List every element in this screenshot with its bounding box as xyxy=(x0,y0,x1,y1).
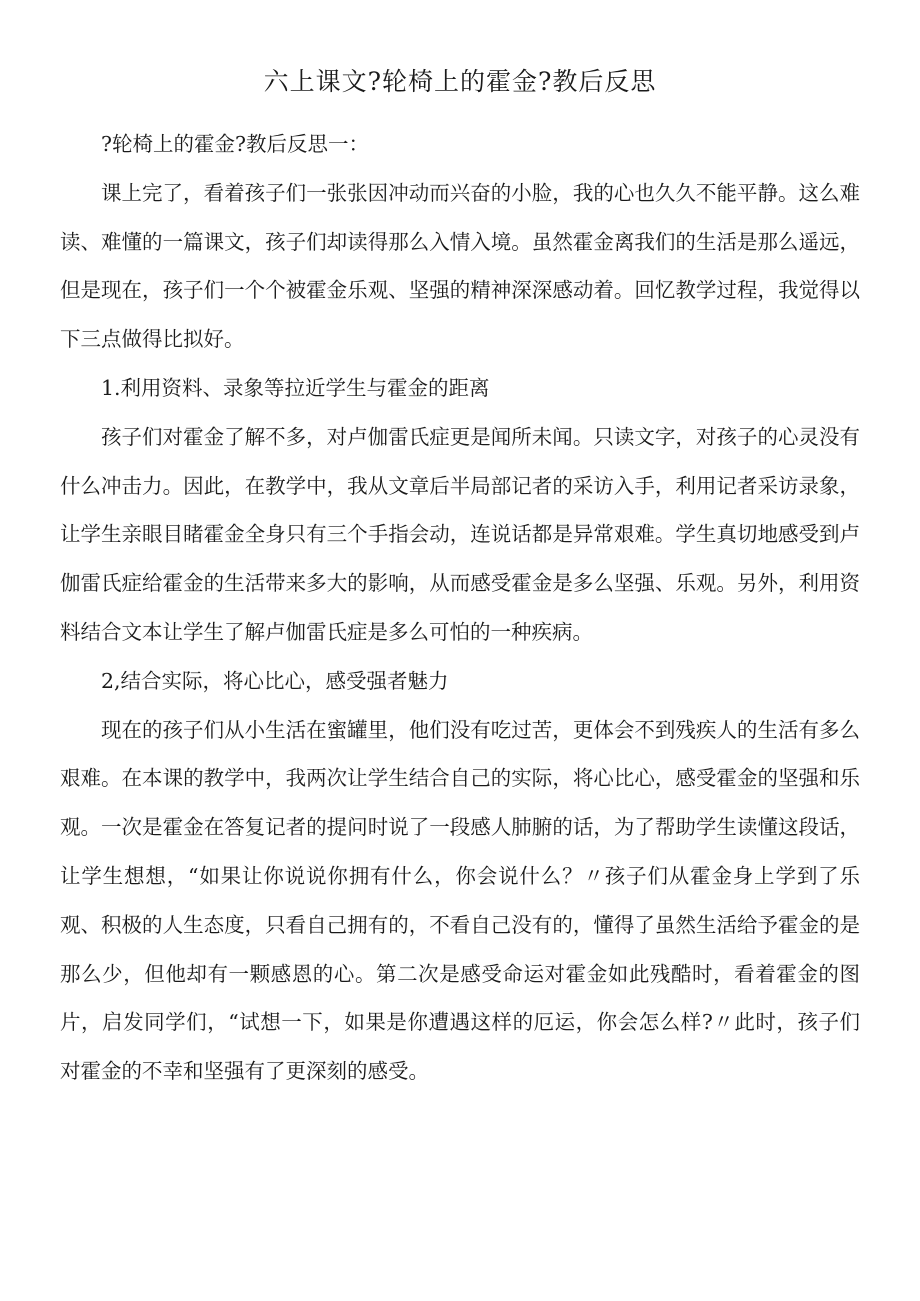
point-heading-2: 2,结合实际，将心比心，感受强者魅力 xyxy=(101,668,449,693)
paragraph-opening: 课上完了，看着孩子们一张张因冲动而兴奋的小脸，我的心也久久不能平静。这么难读、难懂的一篇课文，孩子们却读得那么入情入境。虽然霍金离我们的生活是那么遥远，但是现在，孩子们一个个被霍金乐观、坚强的精神深深感动着。回忆教学过程，我觉得以下三点做得比拟好。 xyxy=(60,180,860,352)
point-heading-1: 1.利用资料、录象等拉近学生与霍金的距离 xyxy=(101,375,490,400)
paragraph-point-2: 现在的孩子们从小生活在蜜罐里，他们没有吃过苦，更体会不到残疾人的生活有多么艰难。在本课的教学中，我两次让学生结合自己的实际，将心比心，感受霍金的坚强和乐观。一次是霍金在答复记者的提问时说了一段感人肺腑的话，为了帮助学生读懂这段话，让学生想想，“如果让你说说你拥有什么，你会说什么？〃孩子们从霍金身上学到了乐观、积极的人生态度，只看自己拥有的，不看自己没有的，懂得了虽然生活给予霍金的是那么少，但他却有一颗感恩的心。第二次是感受命运对霍金如此残酷时，看着霍金的图片，启发同学们，“试想一下，如果是你遭遇这样的厄运，你会怎么样?〃此时，孩子们对霍金的不幸和坚强有了更深刻的感受。 xyxy=(60,717,860,1084)
section-intro: ?轮椅上的霍金?教后反思一： xyxy=(101,132,369,156)
document-title: 六上课文?轮椅上的霍金?教后反思 xyxy=(263,67,657,96)
document-body xyxy=(60,120,860,1096)
paragraph-point-1: 孩子们对霍金了解不多，对卢伽雷氏症更是闻所未闻。只读文字，对孩子的心灵没有什么冲击力。因此，在教学中，我从文章后半局部记者的采访入手，利用记者采访录象，让学生亲眼目睹霍金全身只有三个手指会动，连说话都是异常艰难。学生真切地感受到卢伽雷氏症给霍金的生活带来多大的影响，从而感受霍金是多么坚强、乐观。另外，利用资料结合文本让学生了解卢伽雷氏症是多么可怕的一种疾病。 xyxy=(60,424,860,644)
